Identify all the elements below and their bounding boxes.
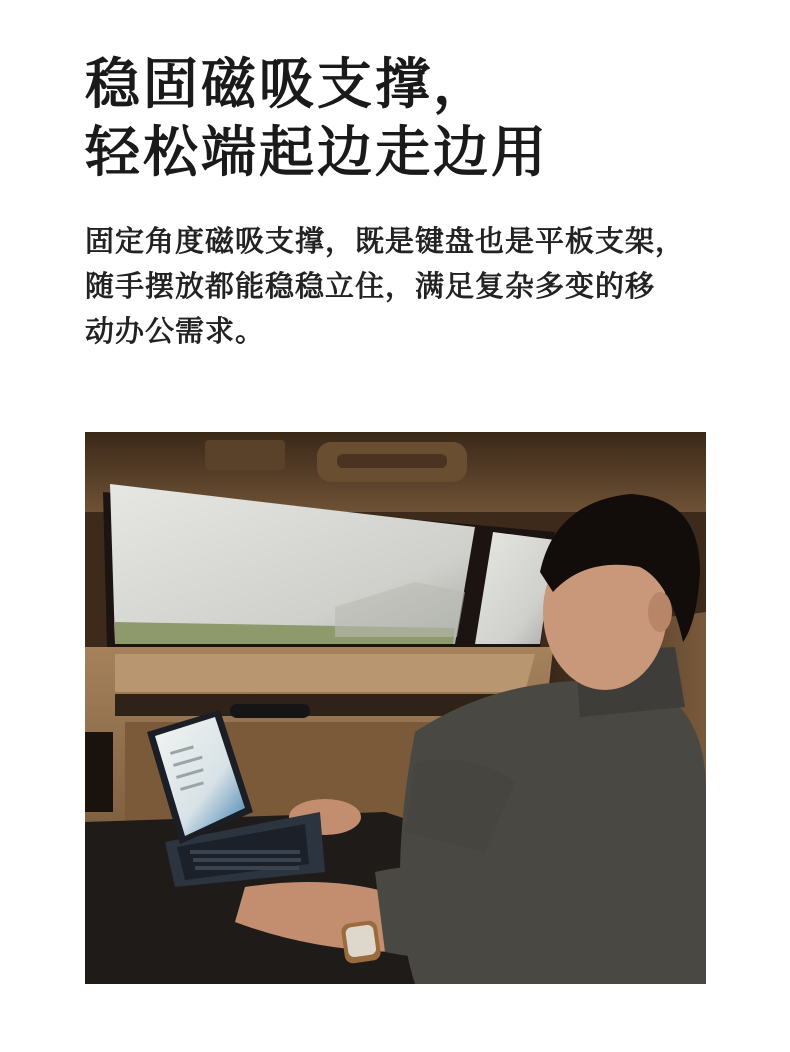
product-photo: [85, 432, 706, 984]
description-line-2: 随手摆放都能稳稳立住，满足复杂多变的移: [85, 269, 656, 303]
headline-line-2: 轻松端起边走边用: [85, 120, 550, 184]
description-line-1: 固定角度磁吸支撑，既是键盘也是平板支架，: [85, 224, 686, 258]
car-scene-illustration: [85, 432, 706, 984]
headline: [85, 50, 549, 186]
description: [85, 219, 725, 354]
description-line-3: 动办公需求。: [85, 314, 266, 348]
headline-line-1: 稳固磁吸支撑，: [85, 52, 492, 116]
